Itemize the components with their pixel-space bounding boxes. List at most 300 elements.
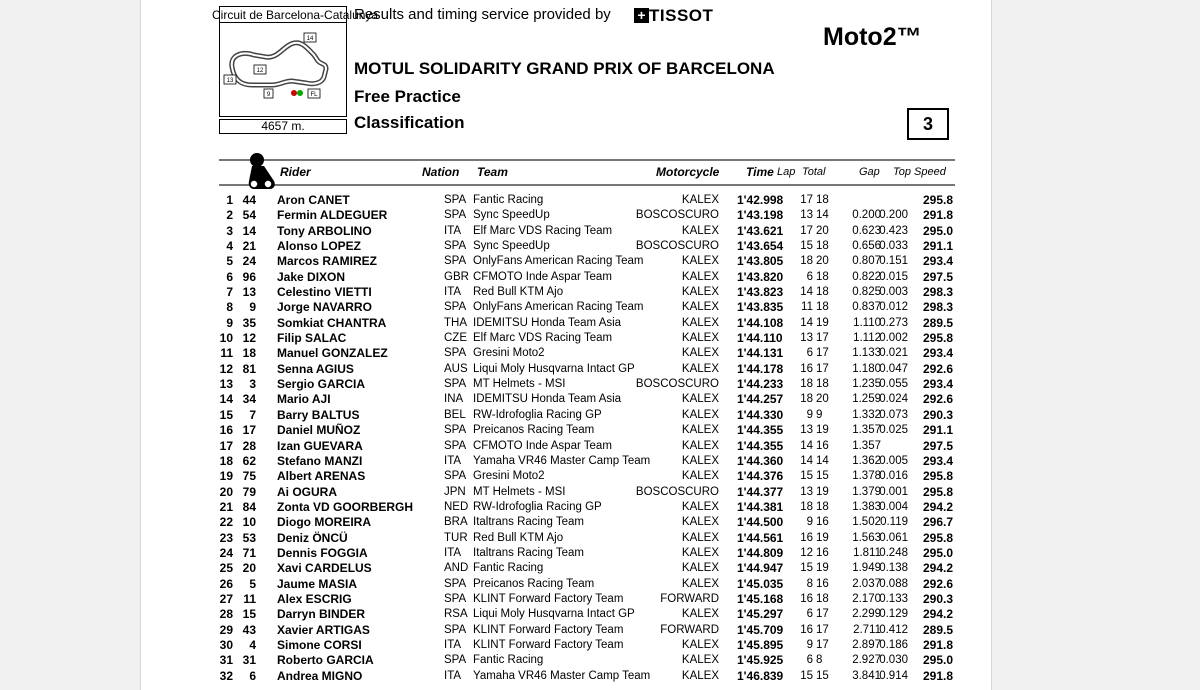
table-row — [141, 239, 991, 254]
rider-number: 14 — [242, 223, 256, 238]
nation: JPN — [444, 485, 466, 498]
best-lap: 15 — [800, 470, 813, 483]
gap-to-first: 2.299 — [852, 608, 881, 621]
total-laps: 19 — [816, 316, 829, 329]
motorcycle: KALEX — [681, 362, 719, 375]
position: 31 — [219, 653, 233, 668]
table-row — [141, 454, 991, 469]
total-laps: 14 — [816, 454, 829, 467]
motorcycle: KALEX — [681, 516, 719, 529]
total-laps: 16 — [816, 439, 829, 452]
total-laps: 15 — [816, 669, 829, 682]
total-laps: 18 — [816, 286, 829, 299]
top-speed: 292.6 — [922, 392, 953, 407]
gap-to-first: 1.180 — [852, 362, 881, 375]
rider-number: 44 — [242, 193, 256, 207]
total-laps: 19 — [816, 531, 829, 544]
total-laps: 17 — [816, 347, 829, 360]
rider-number: 54 — [242, 208, 256, 223]
team-name: Elf Marc VDS Racing Team — [473, 332, 613, 345]
rider-name: Diogo MOREIRA — [277, 515, 371, 530]
lap-time: 1'44.110 — [737, 331, 783, 346]
table-row — [141, 623, 991, 638]
position: 21 — [219, 499, 233, 514]
rider-number: 62 — [242, 453, 256, 468]
gap-to-first: 1.362 — [852, 454, 881, 467]
rider-number: 10 — [242, 515, 256, 530]
gap-to-previous: 0.033 — [879, 240, 908, 253]
rider-number: 79 — [242, 484, 256, 499]
total-laps: 16 — [816, 546, 829, 559]
motorcycle: BOSCOSCURO — [635, 209, 719, 222]
gap-to-previous: 0.412 — [879, 623, 908, 636]
table-row — [141, 669, 991, 684]
lap-time: 1'45.709 — [737, 622, 784, 637]
best-lap: 13 — [800, 209, 813, 222]
motorcycle: KALEX — [681, 224, 719, 237]
lap-time: 1'43.805 — [737, 254, 784, 269]
gap-to-previous: 0.914 — [879, 669, 908, 682]
rider-number: 35 — [242, 315, 256, 330]
position: 1 — [226, 193, 233, 207]
best-lap: 6 — [806, 270, 813, 283]
lap-time: 1'43.820 — [737, 269, 784, 284]
total-laps: 8 — [816, 654, 823, 667]
position: 27 — [219, 591, 233, 606]
table-row — [141, 316, 991, 331]
top-speed: 294.2 — [922, 561, 953, 576]
position: 29 — [219, 622, 233, 637]
lap-time: 1'44.355 — [737, 438, 784, 453]
rider-number: 81 — [242, 361, 256, 376]
position: 25 — [219, 561, 233, 576]
nation: CZE — [444, 332, 467, 345]
total-laps: 18 — [816, 270, 829, 283]
top-speed: 290.3 — [922, 407, 953, 422]
page-number: 3 — [907, 108, 949, 140]
rider-number: 84 — [242, 499, 256, 514]
total-laps: 20 — [816, 393, 829, 406]
best-lap: 17 — [800, 194, 813, 206]
rider-name: Manuel GONZALEZ — [277, 346, 388, 361]
rider-number: 24 — [242, 254, 256, 269]
top-speed: 295.8 — [922, 530, 953, 545]
team-name: RW-Idrofoglia Racing GP — [473, 408, 602, 421]
total-laps: 18 — [816, 592, 829, 605]
top-speed: 291.8 — [922, 637, 953, 652]
position: 11 — [220, 346, 233, 361]
best-lap: 6 — [806, 608, 813, 621]
nation: ITA — [444, 669, 462, 682]
table-row — [141, 592, 991, 607]
lap-time: 1'44.360 — [737, 453, 784, 468]
rider-name: Ai OGURA — [277, 484, 337, 499]
motorcycle: KALEX — [681, 454, 719, 467]
team-name: MT Helmets - MSI — [473, 485, 566, 498]
results-sheet — [140, 0, 992, 690]
nation: SPA — [444, 240, 467, 253]
lap-time: 1'43.654 — [737, 239, 784, 254]
best-lap: 15 — [800, 669, 813, 682]
motorcycle: FORWARD — [660, 623, 719, 636]
table-row — [141, 285, 991, 300]
gap-to-previous: 0.073 — [879, 408, 908, 421]
best-lap: 13 — [800, 332, 813, 345]
motorcycle: KALEX — [681, 638, 719, 651]
position: 17 — [219, 438, 233, 453]
lap-time: 1'44.947 — [737, 561, 784, 576]
rider-number: 15 — [242, 607, 256, 622]
rider-number: 20 — [242, 561, 256, 576]
top-speed: 297.5 — [922, 438, 953, 453]
nation: INA — [444, 393, 464, 406]
rider-number: 53 — [242, 530, 256, 545]
motorcycle: KALEX — [681, 316, 719, 329]
total-laps: 18 — [816, 194, 829, 206]
total-laps: 20 — [816, 255, 829, 268]
svg-text:9: 9 — [266, 92, 271, 98]
gap-to-previous: 0.012 — [879, 301, 908, 314]
rider-number: 96 — [242, 269, 256, 284]
table-row — [141, 208, 991, 223]
tissot-cross-icon: + — [634, 8, 649, 23]
table-row — [141, 653, 991, 668]
nation: SPA — [444, 255, 467, 268]
motorcycle: KALEX — [681, 393, 719, 406]
top-speed: 291.8 — [922, 668, 953, 683]
best-lap: 9 — [806, 408, 813, 421]
motorcycle: KALEX — [681, 531, 719, 544]
rider-name: Simone CORSI — [277, 637, 362, 652]
rider-name: Daniel MUÑOZ — [277, 423, 361, 438]
lap-time: 1'45.035 — [737, 576, 784, 591]
gap-to-previous: 0.021 — [879, 347, 908, 360]
total-laps: 19 — [816, 424, 829, 437]
total-laps: 15 — [816, 470, 829, 483]
tissot-wordmark: TISSOT — [649, 6, 714, 25]
top-speed: 295.0 — [922, 223, 953, 238]
best-lap: 16 — [800, 623, 813, 636]
gap-to-previous: 0.423 — [879, 224, 908, 237]
gap-to-first: 1.378 — [852, 470, 881, 483]
motorcycle: KALEX — [681, 286, 719, 299]
table-row — [141, 362, 991, 377]
position: 14 — [219, 392, 233, 407]
best-lap: 14 — [800, 286, 813, 299]
top-speed: 294.2 — [922, 499, 953, 514]
rider-number: 11 — [243, 591, 256, 606]
rider-name: Zonta VD GOORBERGH — [277, 499, 414, 514]
nation: SPA — [444, 301, 467, 314]
gap-to-previous: 0.138 — [879, 562, 908, 575]
top-speed: 292.6 — [922, 361, 953, 376]
motorcycle: BOSCOSCURO — [635, 485, 719, 498]
rider-name: Marcos RAMIREZ — [277, 254, 378, 269]
gap-to-previous: 0.030 — [879, 654, 908, 667]
position: 32 — [219, 668, 233, 683]
total-laps: 17 — [816, 638, 829, 651]
rider-name: Xavi CARDELUS — [277, 561, 372, 576]
table-row — [141, 638, 991, 653]
nation: AND — [444, 562, 469, 575]
total-laps: 9 — [816, 408, 823, 421]
gap-to-previous: 0.133 — [879, 592, 908, 605]
lap-time: 1'44.381 — [737, 499, 784, 514]
lap-time: 1'45.168 — [737, 591, 784, 606]
gap-to-previous: 0.119 — [880, 516, 908, 529]
circuit-box — [212, 6, 379, 117]
svg-text:14: 14 — [306, 36, 314, 42]
motorcycle: BOSCOSCURO — [635, 240, 719, 253]
motorcycle: KALEX — [681, 408, 719, 421]
track-length: 4657 m. — [219, 119, 347, 134]
rider-name: Roberto GARCIA — [277, 653, 374, 668]
motorcycle: KALEX — [681, 577, 719, 590]
best-lap: 14 — [800, 316, 813, 329]
top-speed: 293.4 — [922, 346, 953, 361]
gap-to-first: 1.259 — [852, 393, 881, 406]
gap-to-previous: 0.047 — [879, 362, 908, 375]
nation: RSA — [444, 608, 468, 621]
nation: ITA — [444, 286, 462, 299]
rider-number: 18 — [242, 346, 256, 361]
col-header-time: Time — [746, 165, 774, 179]
gap-to-first: 0.656 — [852, 240, 881, 253]
team-name: IDEMITSU Honda Team Asia — [473, 316, 622, 329]
rider-name: Dennis FOGGIA — [277, 545, 368, 560]
top-speed: 295.0 — [922, 545, 953, 560]
results-table — [141, 193, 991, 684]
motorcycle: FORWARD — [660, 592, 719, 605]
nation: SPA — [444, 424, 467, 437]
gap-to-previous: 0.088 — [879, 577, 908, 590]
total-laps: 18 — [816, 301, 829, 314]
position: 24 — [219, 545, 233, 560]
rider-number: 7 — [249, 407, 256, 422]
top-speed: 293.4 — [922, 377, 953, 392]
lap-time: 1'44.809 — [737, 545, 784, 560]
rider-name: Xavier ARTIGAS — [277, 622, 370, 637]
rider-name: Izan GUEVARA — [277, 438, 363, 453]
gap-to-previous: 0.186 — [879, 638, 908, 651]
gap-to-previous: 0.273 — [879, 316, 908, 329]
gap-to-first: 0.822 — [852, 270, 881, 283]
team-name: Elf Marc VDS Racing Team — [473, 224, 613, 237]
table-row — [141, 270, 991, 285]
motorcycle: KALEX — [681, 194, 719, 206]
position: 23 — [219, 530, 233, 545]
team-name: CFMOTO Inde Aspar Team — [473, 439, 612, 452]
rider-name: Sergio GARCIA — [277, 377, 366, 392]
header-rule-bottom — [219, 184, 955, 186]
gap-to-first: 1.502 — [852, 516, 881, 529]
best-lap: 17 — [800, 224, 813, 237]
motorcycle: KALEX — [681, 270, 719, 283]
table-row — [141, 546, 991, 561]
best-lap: 13 — [800, 424, 813, 437]
top-speed: 298.3 — [922, 285, 953, 300]
gap-to-previous: 0.002 — [879, 332, 908, 345]
gap-to-first: 1.235 — [852, 378, 881, 391]
rider-number: 28 — [242, 438, 256, 453]
motorcycle: KALEX — [681, 301, 719, 314]
lap-time: 1'44.131 — [737, 346, 784, 361]
motorcycle: KALEX — [681, 500, 719, 513]
total-laps: 17 — [816, 623, 829, 636]
nation: SPA — [444, 378, 467, 391]
team-name: Preicanos Racing Team — [473, 424, 595, 437]
best-lap: 18 — [800, 500, 813, 513]
position: 3 — [226, 223, 233, 238]
gap-to-first: 1.357 — [852, 439, 881, 452]
gap-to-previous: 0.055 — [879, 378, 908, 391]
rider-number: 34 — [242, 392, 256, 407]
best-lap: 9 — [806, 638, 813, 651]
gap-to-first: 1.357 — [852, 424, 881, 437]
top-speed: 294.2 — [922, 607, 953, 622]
table-row — [141, 500, 991, 515]
top-speed: 296.7 — [922, 515, 953, 530]
table-row — [141, 607, 991, 622]
gap-to-first: 1.811 — [853, 546, 881, 559]
nation: ITA — [444, 638, 462, 651]
team-name: Preicanos Racing Team — [473, 577, 595, 590]
table-row — [141, 392, 991, 407]
team-name: OnlyFans American Racing Team — [473, 301, 644, 314]
motorcycle: BOSCOSCURO — [635, 378, 719, 391]
best-lap: 15 — [800, 562, 813, 575]
svg-text:12: 12 — [256, 68, 264, 74]
lap-time: 1'44.257 — [737, 392, 784, 407]
best-lap: 18 — [800, 378, 813, 391]
gap-to-first: 1.133 — [852, 347, 881, 360]
best-lap: 12 — [800, 546, 813, 559]
top-speed: 295.8 — [922, 469, 953, 484]
nation: THA — [444, 316, 467, 329]
gap-to-first: 1.383 — [852, 500, 881, 513]
position: 7 — [226, 285, 233, 300]
gap-to-previous: 0.061 — [879, 531, 908, 544]
top-speed: 295.0 — [922, 653, 953, 668]
session-title: Free Practice — [354, 87, 461, 106]
position: 15 — [219, 407, 233, 422]
rider-number: 43 — [242, 622, 256, 637]
gap-to-first: 2.711 — [853, 623, 881, 636]
team-name: Fantic Racing — [473, 654, 544, 667]
team-name: Red Bull KTM Ajo — [473, 531, 564, 544]
timing-service-text: Results and timing service provided by — [354, 6, 611, 23]
total-laps: 19 — [816, 562, 829, 575]
motorcycle: KALEX — [681, 562, 719, 575]
top-speed: 295.8 — [922, 193, 953, 207]
gap-to-first: 2.927 — [852, 654, 881, 667]
lap-time: 1'44.108 — [737, 315, 784, 330]
track-map — [222, 25, 344, 115]
table-row — [141, 423, 991, 438]
motorcycle: KALEX — [681, 669, 719, 682]
gap-to-previous: 0.016 — [879, 470, 908, 483]
svg-text:13: 13 — [226, 78, 234, 84]
team-name: Yamaha VR46 Master Camp Team — [473, 669, 651, 682]
best-lap: 16 — [800, 531, 813, 544]
motorcycle: KALEX — [681, 654, 719, 667]
top-speed: 290.3 — [922, 591, 953, 606]
top-speed: 291.8 — [922, 208, 953, 223]
nation: NED — [444, 500, 469, 513]
gap-to-previous: 0.200 — [879, 209, 908, 222]
top-speed: 295.8 — [922, 484, 953, 499]
total-laps: 16 — [816, 577, 829, 590]
col-header-team: Team — [477, 165, 508, 179]
motorcycle: KALEX — [681, 546, 719, 559]
rider-name: Filip SALAC — [277, 331, 347, 346]
gap-to-first: 2.170 — [852, 592, 881, 605]
lap-time: 1'44.355 — [737, 423, 784, 438]
team-name: OnlyFans American Racing Team — [473, 255, 644, 268]
position: 22 — [219, 515, 233, 530]
best-lap: 8 — [806, 577, 813, 590]
svg-text:FL: FL — [310, 92, 318, 98]
rider-name: Jaume MASIA — [277, 576, 358, 591]
team-name: Red Bull KTM Ajo — [473, 286, 564, 299]
nation: BEL — [444, 408, 466, 421]
position: 6 — [226, 269, 233, 284]
rider-name: Albert ARENAS — [277, 469, 366, 484]
gap-to-first: 2.897 — [852, 638, 881, 651]
col-header-total: Total — [802, 166, 826, 178]
rider-name: Mario AJI — [277, 392, 331, 407]
nation: SPA — [444, 439, 467, 452]
motorcycle: KALEX — [681, 332, 719, 345]
rider-name: Jorge NAVARRO — [277, 300, 372, 315]
position: 12 — [219, 361, 233, 376]
team-name: Gresini Moto2 — [473, 470, 545, 483]
nation: AUS — [444, 362, 468, 375]
table-row — [141, 377, 991, 392]
rider-number: 75 — [242, 469, 256, 484]
top-speed: 297.5 — [922, 269, 953, 284]
nation: SPA — [444, 577, 467, 590]
gap-to-previous: 0.151 — [879, 255, 908, 268]
position: 10 — [219, 331, 233, 346]
lap-time: 1'44.178 — [737, 361, 784, 376]
total-laps: 17 — [816, 608, 829, 621]
lap-time: 1'44.377 — [737, 484, 784, 499]
team-name: KLINT Forward Factory Team — [473, 623, 624, 636]
nation: ITA — [444, 224, 462, 237]
position: 30 — [219, 637, 233, 652]
table-row — [141, 531, 991, 546]
best-lap: 15 — [800, 240, 813, 253]
motorcycle: KALEX — [681, 439, 719, 452]
gap-to-first: 1.110 — [853, 316, 881, 329]
col-header-gap: Gap — [859, 166, 880, 178]
best-lap: 18 — [800, 255, 813, 268]
rider-number: 31 — [242, 653, 256, 668]
gap-to-first: 1.379 — [852, 485, 881, 498]
position: 4 — [226, 239, 233, 254]
report-type: Classification — [354, 113, 465, 132]
rider-name: Somkiat CHANTRA — [277, 315, 387, 330]
position: 8 — [226, 300, 233, 315]
position: 28 — [219, 607, 233, 622]
table-row — [141, 346, 991, 361]
gap-to-first: 0.837 — [852, 301, 881, 314]
gap-to-previous: 0.001 — [879, 485, 908, 498]
nation: ITA — [444, 454, 462, 467]
top-speed: 292.6 — [922, 576, 953, 591]
lap-time: 1'44.561 — [737, 530, 784, 545]
